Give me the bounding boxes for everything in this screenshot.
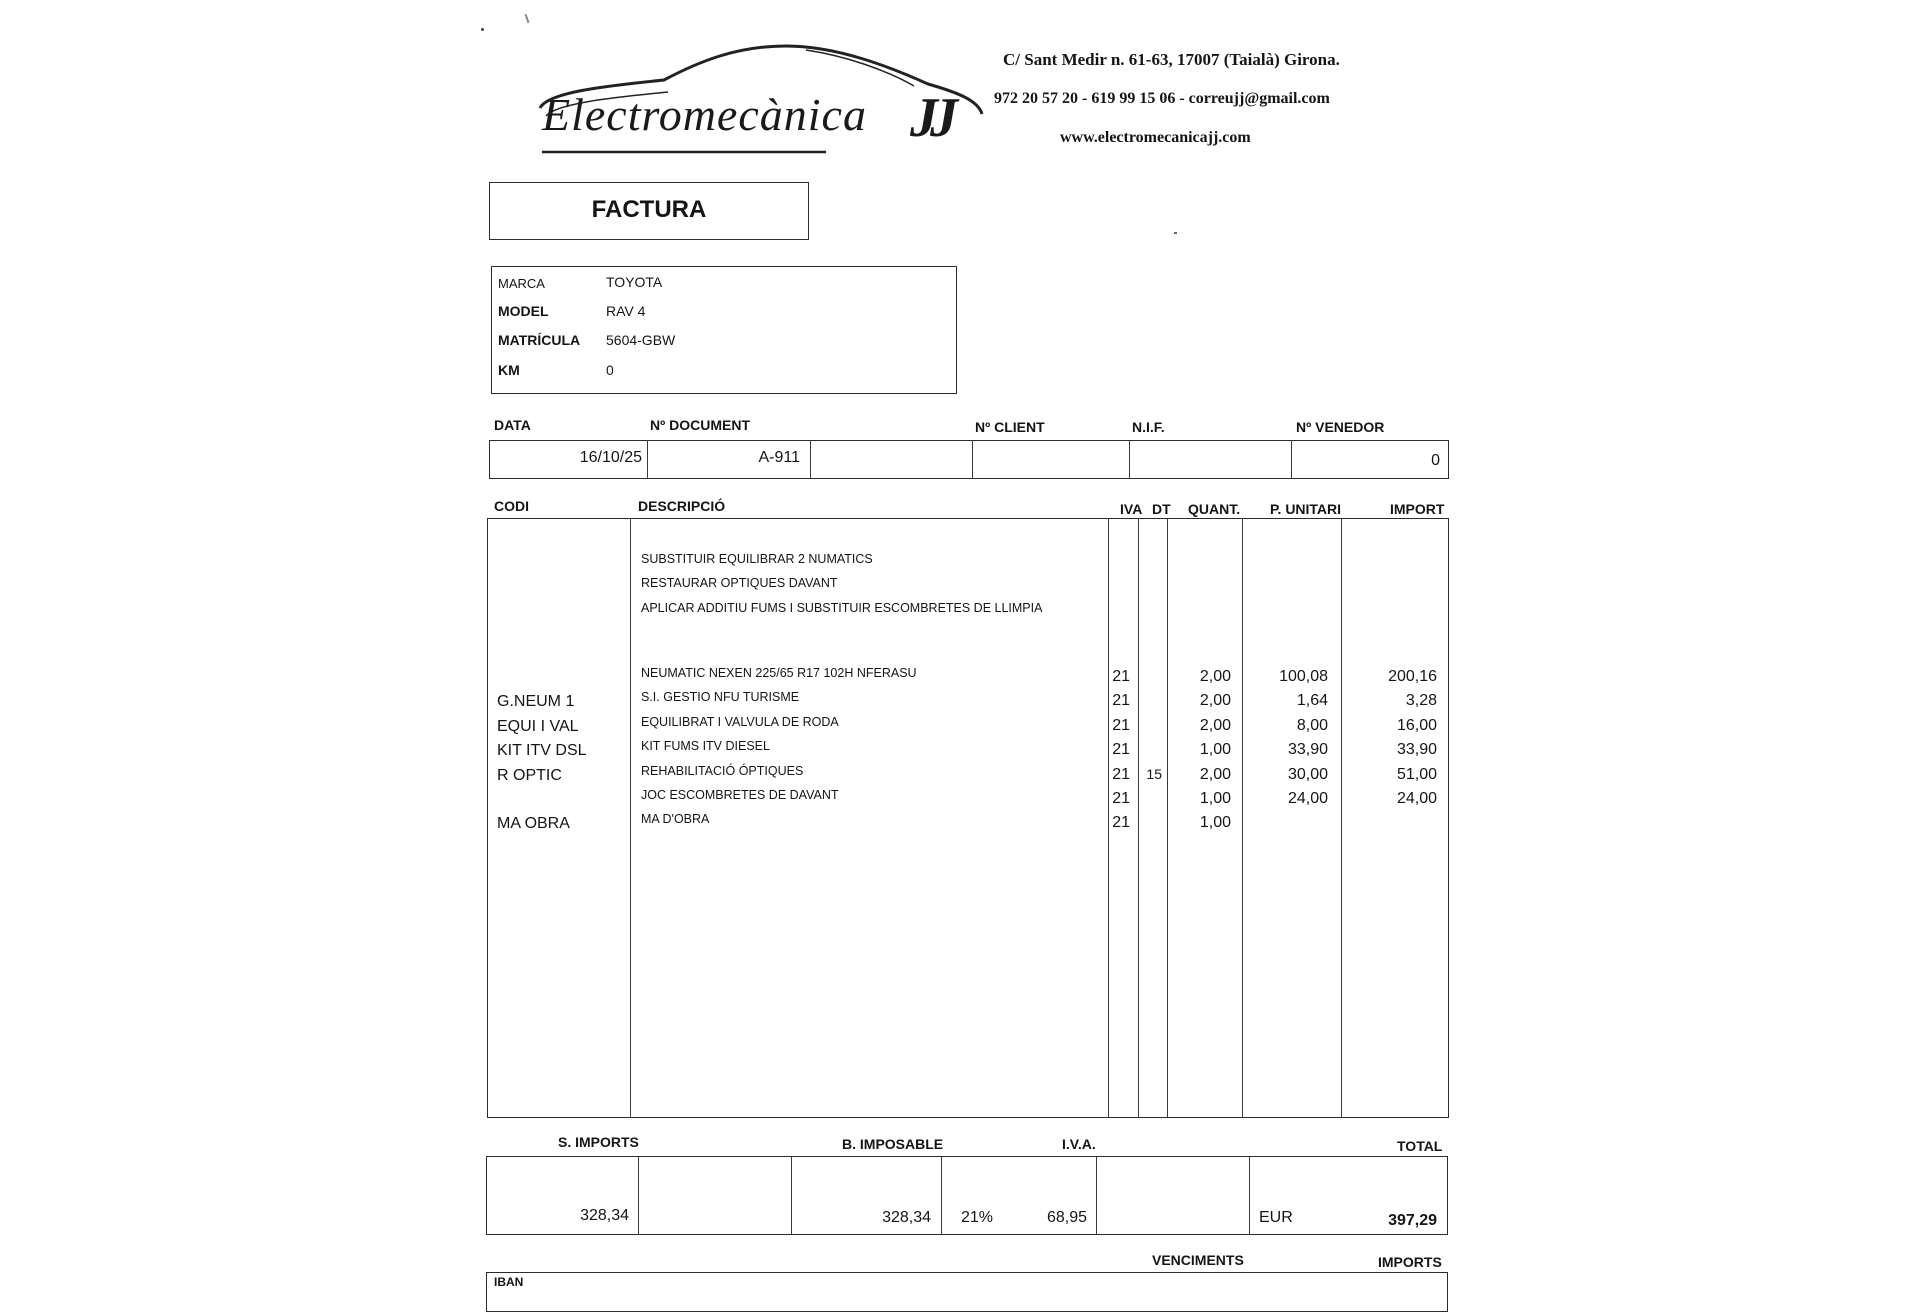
client-label: Nº CLIENT — [975, 419, 1045, 435]
col-punitari: P. UNITARI — [1270, 501, 1342, 517]
company-initials: JJ — [910, 87, 950, 149]
row-quantity: 2,00 — [1199, 766, 1231, 783]
doc-title: FACTURA — [591, 196, 707, 223]
b-imposable-label: B. IMPOSABLE — [842, 1136, 944, 1152]
row-quantity: 1,00 — [1199, 741, 1231, 758]
note-line: SUBSTITUIR EQUILIBRAR 2 NUMATICS — [641, 552, 873, 566]
row-quantity: 1,00 — [1199, 814, 1231, 831]
row-amount: 200,16 — [1388, 668, 1437, 685]
vehicle-model-value: RAV 4 — [606, 303, 646, 319]
vehicle-km-value: 0 — [606, 362, 614, 378]
row-code: EQUI I VAL — [497, 718, 579, 735]
row-code: MA OBRA — [497, 815, 570, 832]
row-amount: 33,90 — [1396, 741, 1437, 758]
vehicle-brand-value: TOYOTA — [606, 274, 663, 290]
row-iva: 21 — [1112, 766, 1130, 783]
row-amount: 3,28 — [1405, 692, 1437, 709]
row-iva: 21 — [1112, 814, 1130, 831]
iva-label: I.V.A. — [1062, 1136, 1096, 1152]
row-unit-price: 8,00 — [1296, 717, 1328, 734]
row-description: REHABILITACIÓ ÓPTIQUES — [641, 764, 804, 778]
currency: EUR — [1259, 1209, 1293, 1226]
s-imports-label: S. IMPORTS — [558, 1134, 639, 1150]
seller-label: Nº VENEDOR — [1296, 419, 1385, 435]
vehicle-model-label: MODEL — [498, 303, 549, 319]
row-quantity: 2,00 — [1199, 668, 1231, 685]
b-imposable-value: 328,34 — [882, 1209, 931, 1226]
iva-value: 68,95 — [1046, 1209, 1087, 1226]
col-dt: DT — [1152, 501, 1171, 517]
note-line: RESTAURAR OPTIQUES DAVANT — [641, 576, 838, 590]
col-iva: IVA — [1120, 501, 1143, 517]
company-phones: 972 20 57 20 - 619 99 15 06 - correujj@gmail.com — [994, 90, 1330, 107]
row-code: G.NEUM 1 — [497, 693, 575, 710]
vehicle-box — [491, 266, 957, 394]
row-quantity: 1,00 — [1199, 790, 1231, 807]
iban-label: IBAN — [494, 1275, 524, 1289]
col-codi: CODI — [494, 498, 529, 514]
row-unit-price: 24,00 — [1287, 790, 1328, 807]
total-label: TOTAL — [1397, 1138, 1443, 1154]
s-imports-value: 328,34 — [580, 1207, 629, 1224]
row-unit-price: 33,90 — [1287, 741, 1328, 758]
col-import: IMPORT — [1390, 501, 1445, 517]
imports-label: IMPORTS — [1378, 1254, 1442, 1270]
row-description: NEUMATIC NEXEN 225/65 R17 102H NFERASU — [641, 666, 917, 680]
company-address: C/ Sant Medir n. 61-63, 17007 (Taialà) Girona. — [1003, 50, 1340, 69]
row-amount: 51,00 — [1396, 766, 1437, 783]
row-iva: 21 — [1112, 717, 1130, 734]
company-name: Electromecànica — [542, 89, 867, 140]
row-quantity: 2,00 — [1199, 692, 1231, 709]
date-value: 16/10/25 — [579, 449, 642, 466]
vehicle-plate-value: 5604-GBW — [606, 332, 676, 348]
note-line: APLICAR ADDITIU FUMS I SUBSTITUIR ESCOMBRETES DE LLIMPIA — [641, 601, 1043, 615]
row-unit-price: 100,08 — [1279, 668, 1328, 685]
row-iva: 21 — [1112, 668, 1130, 685]
total-value: 397,29 — [1388, 1212, 1437, 1229]
company-web: www.electromecanicajj.com — [1060, 129, 1251, 146]
row-iva: 21 — [1112, 692, 1130, 709]
row-unit-price: 1,64 — [1296, 692, 1328, 709]
row-dt: 15 — [1146, 766, 1162, 782]
row-description: MA D'OBRA — [641, 812, 710, 826]
row-quantity: 2,00 — [1199, 717, 1231, 734]
row-iva: 21 — [1112, 790, 1130, 807]
footer-box — [486, 1272, 1448, 1312]
vehicle-plate-label: MATRÍCULA — [498, 332, 581, 348]
row-iva: 21 — [1112, 741, 1130, 758]
seller-value: 0 — [1431, 452, 1440, 469]
document-value: A-911 — [758, 449, 800, 466]
row-description: EQUILIBRAT I VALVULA DE RODA — [641, 715, 839, 729]
col-descripcio: DESCRIPCIÓ — [638, 498, 726, 514]
nif-label: N.I.F. — [1132, 419, 1165, 435]
row-description: KIT FUMS ITV DIESEL — [641, 739, 770, 753]
vehicle-km-label: KM — [498, 362, 520, 378]
row-code: R OPTIC — [497, 767, 562, 784]
iva-rate: 21% — [961, 1209, 994, 1226]
row-unit-price: 30,00 — [1287, 766, 1328, 783]
document-label: Nº DOCUMENT — [650, 417, 750, 433]
vehicle-brand-label: MARCA — [498, 276, 545, 291]
row-description: S.I. GESTIO NFU TURISME — [641, 690, 800, 704]
col-quant: QUANT. — [1188, 501, 1241, 517]
venciments-label: VENCIMENTS — [1152, 1252, 1244, 1268]
row-code: KIT ITV DSL — [497, 742, 587, 759]
row-amount: 16,00 — [1396, 717, 1437, 734]
row-description: JOC ESCOMBRETES DE DAVANT — [641, 788, 839, 802]
row-amount: 24,00 — [1396, 790, 1437, 807]
date-label: DATA — [494, 417, 531, 433]
